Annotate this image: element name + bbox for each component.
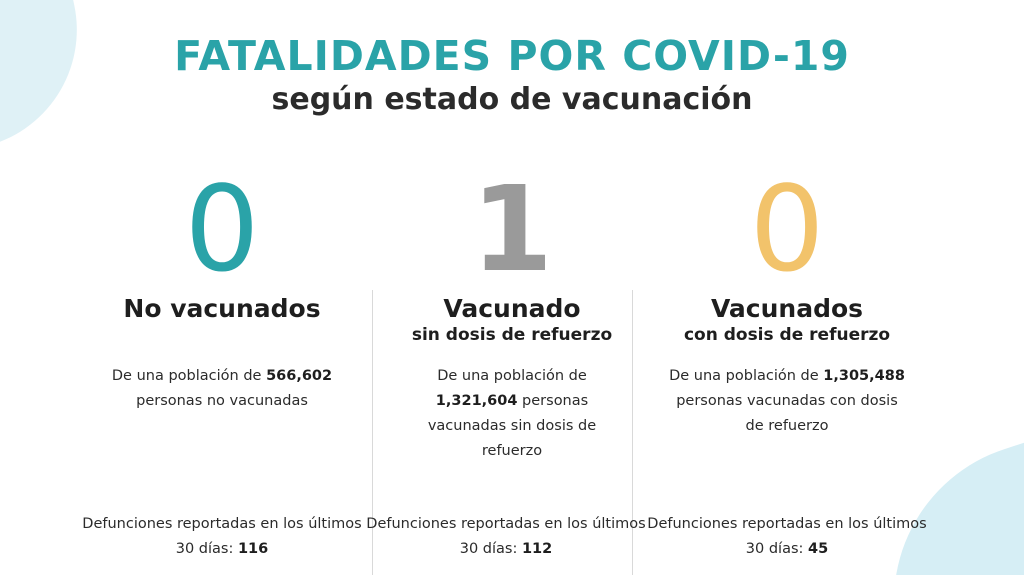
- population-suffix: personas vacunadas sin dosis de refuerzo: [427, 393, 597, 459]
- population-prefix: De una población de: [669, 368, 819, 384]
- deaths-prefix: Defunciones reportadas en los últimos 30 días:: [366, 516, 646, 557]
- deaths-value: 45: [808, 541, 829, 557]
- deaths-text-vaccinated-booster: [637, 512, 937, 562]
- deaths-text-unvaccinated: [72, 512, 372, 562]
- deaths-value: 112: [521, 541, 553, 557]
- group-sublabel: sin dosis de refuerzo: [411, 325, 613, 345]
- column-vaccinated-booster: [637, 160, 937, 439]
- population-prefix: De una población de: [437, 368, 587, 384]
- deaths-text-vaccinated-no-booster: [356, 512, 656, 562]
- population-value: 1,305,488: [823, 368, 905, 384]
- deaths-prefix: Defunciones reportadas en los últimos 30 días:: [82, 516, 362, 557]
- population-value: 1,321,604: [435, 393, 518, 409]
- population-suffix: personas vacunadas con dosis de refuerzo: [676, 393, 898, 434]
- population-suffix: personas no vacunadas: [136, 393, 308, 409]
- population-value: 566,602: [266, 368, 333, 384]
- column-unvaccinated: [72, 160, 372, 414]
- page-subtitle: según estado de vacunación: [271, 82, 753, 117]
- big-number: 0: [749, 160, 825, 298]
- column-vaccinated-no-booster: [362, 160, 662, 464]
- population-text: [637, 364, 937, 439]
- deaths-value: 116: [237, 541, 269, 557]
- deaths-prefix: Defunciones reportadas en los últimos 30 días:: [647, 516, 927, 557]
- big-number: 0: [184, 160, 260, 298]
- group-label: Vacunado: [443, 294, 581, 323]
- group-sublabel: con dosis de refuerzo: [683, 325, 891, 345]
- big-number: 1: [470, 160, 554, 298]
- population-text: [72, 364, 372, 414]
- population-prefix: De una población de: [111, 368, 262, 384]
- page-title: FATALIDADES POR COVID-19: [174, 32, 850, 80]
- population-text: [362, 364, 662, 464]
- group-label: Vacunados: [710, 294, 864, 323]
- group-label: No vacunados: [123, 294, 321, 323]
